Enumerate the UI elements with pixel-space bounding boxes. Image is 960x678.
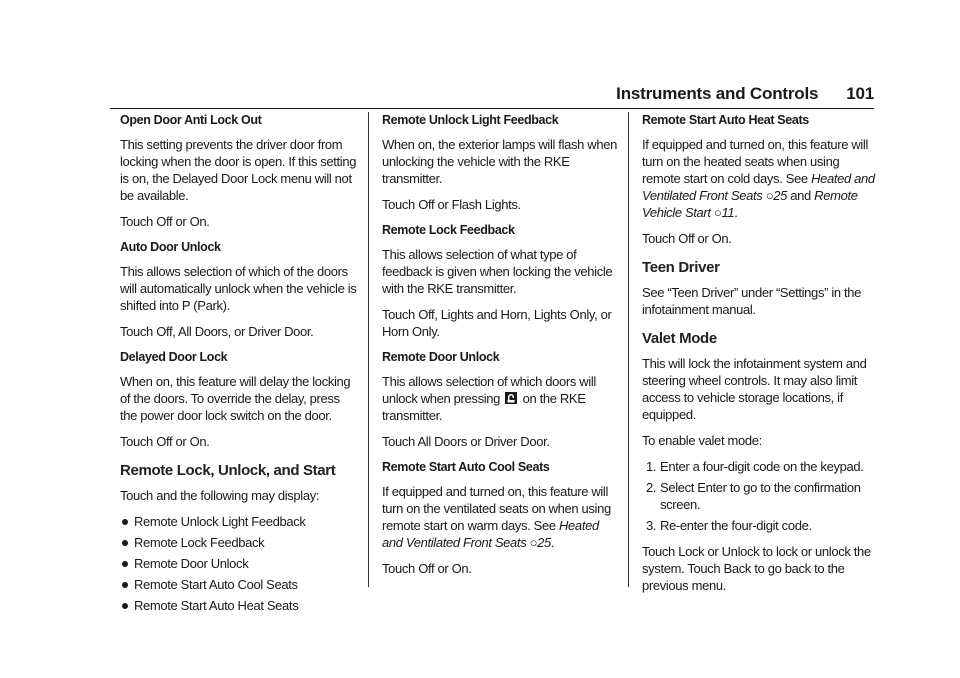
list-item: Remote Start Auto Heat Seats [120,597,358,614]
unlock-light-title: Remote Unlock Light Feedback [382,113,559,127]
lock-feedback-body: This allows selection of what type of feedback is given when locking the vehicle with the RKE transmitter. [382,247,613,296]
heat-seats-ref1-page: 25 [773,188,787,203]
heat-seats-options: Touch Off or On. [642,231,732,246]
open-door-options: Touch Off or On. [120,214,210,229]
list-item: 3. Re-enter the four-digit code. [646,518,812,533]
valet-heading: Valet Mode [642,330,717,347]
teen-body: See “Teen Driver” under “Settings” in the infotainment manual. [642,285,862,317]
unlock-key-icon [505,392,517,404]
heat-seats-title: Remote Start Auto Heat Seats [642,113,809,127]
lock-feedback-options: Touch Off, Lights and Horn, Lights Only, or Horn Only. [382,307,612,339]
list-item: 1. Enter a four-digit code on the keypad. [646,459,864,474]
heat-seats-ref2-page: 11 [721,205,735,220]
heat-seats-and: and [790,188,811,203]
heat-seats-ref2-link[interactable]: Remote Vehicle Start [642,188,858,220]
remote-intro: Touch and the following may display: [120,488,320,503]
page-header [616,84,874,104]
list-item: Remote Unlock Light Feedback [120,513,358,530]
valet-intro: To enable valet mode: [642,433,762,448]
door-unlock-title: Remote Door Unlock [382,350,500,364]
open-door-title: Open Door Anti Lock Out [120,113,262,127]
list-item: Remote Door Unlock [120,555,358,572]
page-ref-icon: ○ [529,535,538,550]
page-ref-icon: ○ [713,205,722,220]
auto-unlock-body: This allows selection of which of the doors will automatically unlock when the vehicle is shifted into P (Park). [120,264,357,313]
cool-seats-body: If equipped and turned on, this feature will turn on the ventilated seats on when using remote start on warm days. See Heated and Ventilated Front Seats ○25. [382,484,611,550]
page-ref-icon: ○ [765,188,774,203]
remote-heading: Remote Lock, Unlock, and Start [120,462,336,479]
step-text: Select Enter to go to the confirmation screen. [660,480,861,512]
remote-list [120,513,358,614]
cool-seats-title: Remote Start Auto Cool Seats [382,460,550,474]
lock-feedback-title: Remote Lock Feedback [382,223,515,237]
section-title: Instruments and Controls [616,84,819,103]
delayed-lock-options: Touch Off or On. [120,434,210,449]
cool-seats-ref-page: 25 [537,535,551,550]
page-number: 101 [846,84,874,103]
door-unlock-body [382,373,620,424]
auto-unlock-options: Touch Off, All Doors, or Driver Door. [120,324,314,339]
cool-seats-text: If equipped and turned on, this feature will turn on the ventilated seats on when using remote start on warm days. See [382,484,611,533]
column-3 [642,112,880,603]
column-divider [628,112,629,587]
header-divider [110,108,874,109]
door-unlock-body-b: on the RKE transmitter. [382,391,586,423]
step-text: Enter a four-digit code on the keypad. [660,459,864,474]
heat-seats-ref1-link[interactable]: Heated and Ventilated Front Seats [642,171,875,203]
list-item: Remote Start Auto Cool Seats [120,576,358,593]
list-item: 2. Select Enter to go to the confirmation screen. [646,480,861,512]
cool-seats-options: Touch Off or On. [382,561,472,576]
cool-seats-ref-link[interactable]: Heated and Ventilated Front Seats [382,518,599,550]
step-text: Re-enter the four-digit code. [660,518,812,533]
teen-heading: Teen Driver [642,259,720,276]
list-item: Remote Lock Feedback [120,534,358,551]
auto-unlock-title: Auto Door Unlock [120,240,221,254]
open-door-body: This setting prevents the driver door from locking when the door is open. If this setting is on, the Delayed Door Lock menu will not be available. [120,137,357,203]
door-unlock-body-a: This allows selection of which doors will unlock when pressing [382,374,596,406]
heat-seats-text: If equipped and turned on, this feature will turn on the heated seats when using remote start on cold days. See [642,137,868,186]
door-unlock-options: Touch All Doors or Driver Door. [382,434,550,449]
unlock-light-body: When on, the exterior lamps will flash when unlocking the vehicle with the RKE transmitter. [382,137,617,186]
column-2 [382,112,620,586]
valet-steps [642,458,880,534]
delayed-lock-body: When on, this feature will delay the locking of the doors. To override the delay, press the power door lock switch on the door. [120,374,351,423]
column-divider [368,112,369,587]
heat-seats-body: If equipped and turned on, this feature will turn on the heated seats when using remote start on cold days. See Heated and Ventilated Front Seats ○25 and Remote Vehicle Start ○11. [642,137,875,220]
delayed-lock-title: Delayed Door Lock [120,350,228,364]
valet-outro: Touch Lock or Unlock to lock or unlock the system. Touch Back to go back to the previous menu. [642,544,871,593]
unlock-light-options: Touch Off or Flash Lights. [382,197,521,212]
valet-body: This will lock the infotainment system and steering wheel controls. It may also limit access to vehicle storage locations, if equipped. [642,356,867,422]
column-1 [120,112,358,618]
